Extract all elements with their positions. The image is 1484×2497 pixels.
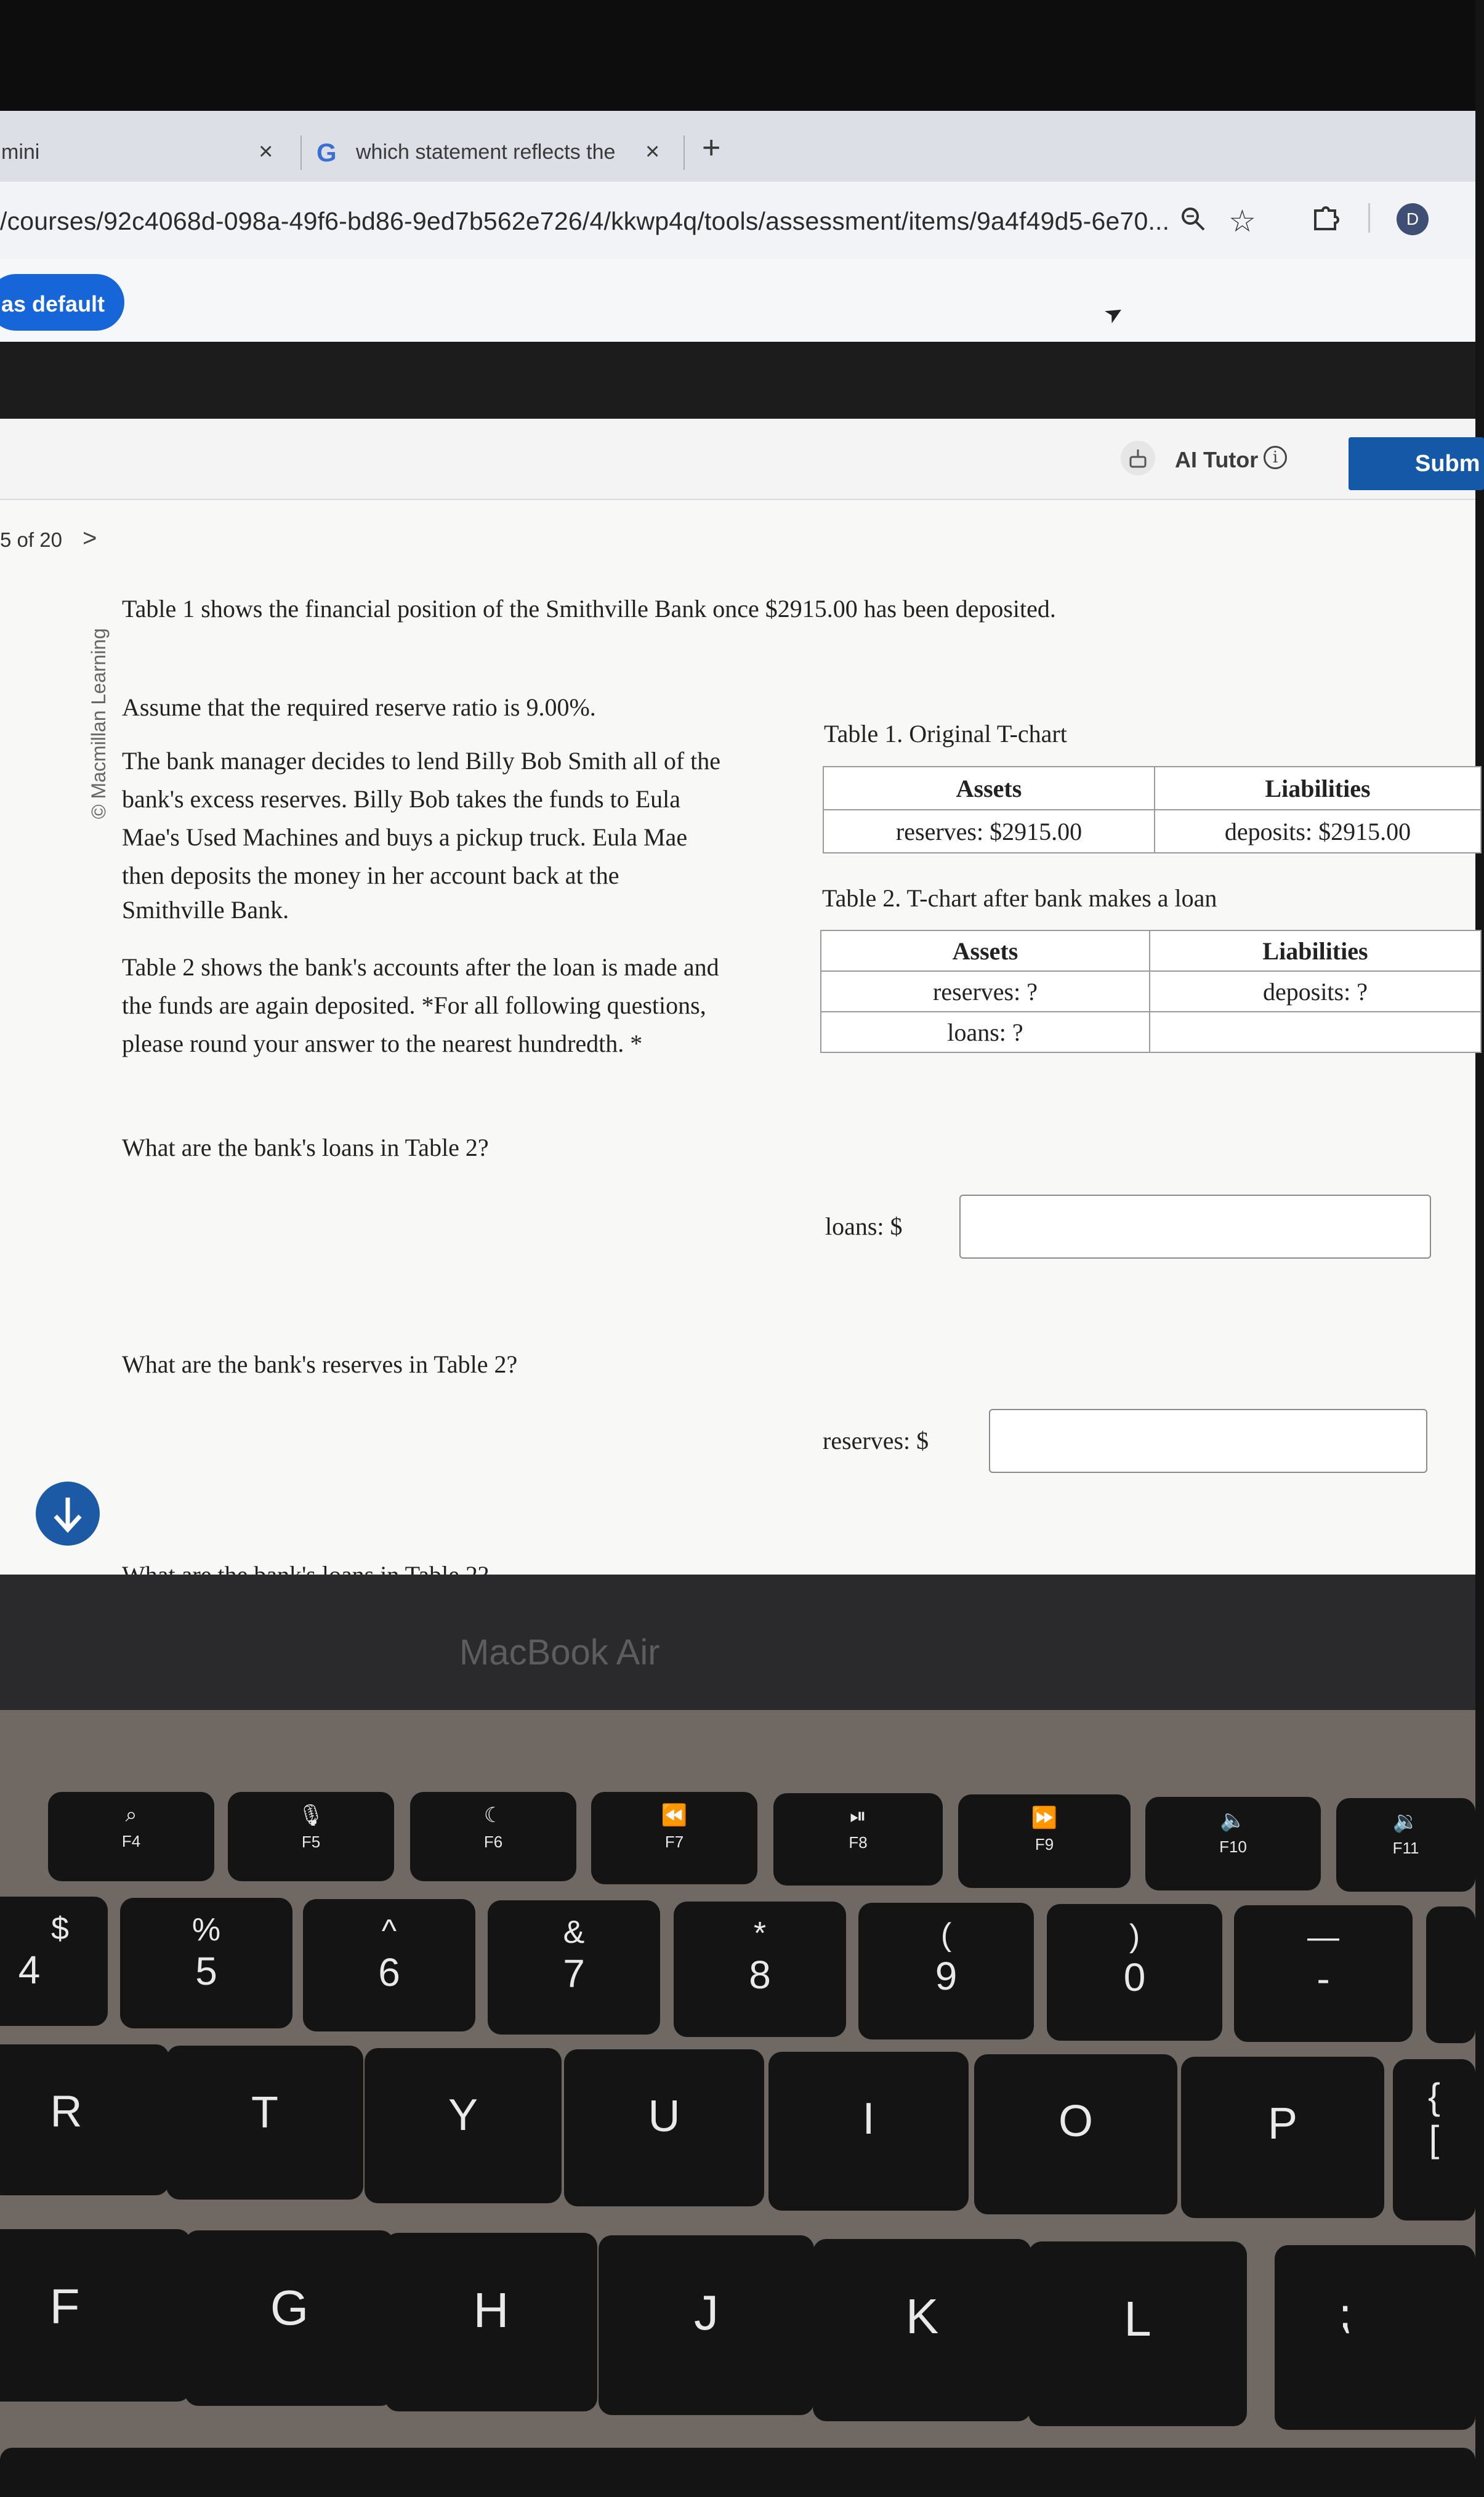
- key-shift-symbol: —: [1307, 1919, 1339, 1955]
- key-digit: 6: [378, 1950, 400, 1995]
- profile-avatar[interactable]: D: [1397, 203, 1429, 235]
- key-letter: P: [1267, 2099, 1298, 2148]
- key-r[interactable]: [0, 2044, 169, 2195]
- key-letter: T: [251, 2088, 278, 2137]
- key-label: F10: [1219, 1837, 1247, 1856]
- key-j[interactable]: [599, 2235, 814, 2415]
- key-letter: H: [473, 2283, 509, 2338]
- key-letter: L: [1124, 2291, 1151, 2346]
- volume-mute-icon: 🔈: [1220, 1809, 1246, 1832]
- key-u[interactable]: [564, 2049, 764, 2206]
- info-bar: [0, 259, 1475, 342]
- google-g-icon: G: [317, 138, 337, 167]
- key-f9[interactable]: [958, 1794, 1131, 1888]
- info-icon[interactable]: i: [1264, 446, 1287, 469]
- key-digit: 7: [563, 1951, 585, 1996]
- key-6[interactable]: [303, 1899, 475, 2031]
- extensions-icon[interactable]: [1310, 202, 1341, 233]
- key-letter: J: [694, 2285, 719, 2340]
- key-f7[interactable]: [591, 1792, 757, 1884]
- zoom-icon[interactable]: [1179, 205, 1206, 232]
- question-loans-next-clip: [122, 1563, 489, 1575]
- play-pause-icon: ⏯: [849, 1804, 867, 1828]
- key-shift-symbol: {: [1427, 2076, 1441, 2117]
- key-p[interactable]: [1181, 2057, 1384, 2218]
- macbook-brand-label: MacBook Air: [459, 1632, 660, 1672]
- key-y[interactable]: [365, 2048, 562, 2203]
- key-semicolon[interactable]: [1275, 2245, 1475, 2430]
- key-shift-symbol: (: [940, 1917, 952, 1953]
- tab-strip: [0, 111, 1475, 182]
- story-line: The bank manager decides to lend Billy Bob Smith all of the: [122, 747, 721, 775]
- reserves-input-label: reserves: $: [823, 1427, 929, 1454]
- bookmark-star-icon[interactable]: ☆: [1228, 204, 1256, 238]
- question-progress: 5 of 20: [0, 528, 62, 551]
- tab-close-icon[interactable]: ×: [259, 138, 273, 165]
- reserve-ratio-text: Assume that the required reserve ratio is 9.00%.: [122, 693, 596, 721]
- key-9[interactable]: [858, 1903, 1034, 2039]
- mouse-cursor-icon: ➤: [1099, 297, 1129, 329]
- key-f5[interactable]: [228, 1792, 394, 1881]
- key-f10[interactable]: [1145, 1797, 1321, 1890]
- url-text[interactable]: /courses/92c4068d-098a-49f6-bd86-9ed7b562e726/4/kkwp4q/tools/assessment/items/9a4f49d5-6e70...: [0, 207, 1170, 235]
- loans-input[interactable]: [959, 1195, 1431, 1259]
- key-label: F6: [483, 1833, 503, 1851]
- table1-tchart: [823, 766, 1482, 853]
- key-shift-symbol: %: [192, 1912, 221, 1948]
- robot-hand-icon: [1121, 441, 1155, 475]
- key-digit: 4: [18, 1948, 41, 1992]
- laptop-bottom-bezel: [0, 1575, 1475, 1710]
- key-letter: R: [50, 2087, 83, 2136]
- key-label: F11: [1392, 1839, 1419, 1857]
- story-line: then deposits the money in her account back at the: [122, 861, 619, 889]
- key-digit: 8: [749, 1953, 771, 1997]
- key-f6[interactable]: [410, 1792, 576, 1881]
- set-as-default-button[interactable]: as default: [0, 274, 124, 331]
- table2-line: Table 2 shows the bank's accounts after the loan is made and: [122, 953, 719, 981]
- key-g[interactable]: [185, 2230, 394, 2406]
- story-line: bank's excess reserves. Billy Bob takes the funds to Eula: [122, 785, 681, 813]
- key-f4[interactable]: [48, 1792, 214, 1881]
- key-letter: O: [1058, 2097, 1093, 2146]
- reserves-input[interactable]: [989, 1409, 1427, 1473]
- key-digit: 9: [935, 1954, 958, 1998]
- rewind-icon: ⏪: [661, 1804, 688, 1827]
- key-f11[interactable]: [1336, 1798, 1475, 1892]
- tab-label: which statement reflects the: [356, 140, 616, 164]
- key-l[interactable]: [1028, 2241, 1247, 2426]
- key-label: F5: [301, 1833, 321, 1851]
- table2-loans-cell: loans: ?: [821, 1012, 1150, 1052]
- table2-reserves-cell: reserves: ?: [821, 971, 1150, 1012]
- key-shift-symbol: ): [1129, 1918, 1140, 1954]
- key-shift-symbol: *: [753, 1916, 767, 1951]
- table1-header-assets: Assets: [823, 767, 1155, 810]
- key-5[interactable]: [120, 1898, 292, 2028]
- key-shift-symbol: &: [563, 1914, 585, 1950]
- table2-tchart: [820, 930, 1482, 1053]
- table2-empty-cell: [1150, 1012, 1481, 1052]
- key-symbol: [: [1429, 2118, 1440, 2160]
- key-letter: I: [862, 2094, 875, 2144]
- ai-tutor-label: AI Tutor: [1175, 447, 1259, 472]
- key-bottom-row[interactable]: [0, 2448, 1475, 2497]
- key-minus[interactable]: [1234, 1905, 1413, 2042]
- story-paragraph: [122, 742, 799, 929]
- screen-bezel: [0, 0, 1475, 111]
- key-letter: G: [270, 2280, 309, 2335]
- key-equals[interactable]: [1426, 1906, 1475, 2043]
- tab-search[interactable]: [308, 133, 677, 176]
- key-digit: 0: [1123, 1955, 1146, 1999]
- question-loans: What are the bank's loans in Table 2?: [122, 1134, 489, 1161]
- table2-line: the funds are again deposited. *For all following questions,: [122, 991, 706, 1019]
- fast-forward-icon: ⏩: [1031, 1806, 1058, 1829]
- key-shift-symbol: ^: [381, 1913, 397, 1949]
- toolbar-divider: [1368, 203, 1370, 233]
- key-label: F8: [849, 1833, 868, 1852]
- key-shift-symbol: $: [51, 1911, 69, 1946]
- tab-mini[interactable]: [0, 133, 289, 176]
- table2-header-assets: Assets: [821, 930, 1150, 971]
- tab-label: mini: [1, 140, 40, 164]
- key-o[interactable]: [974, 2054, 1177, 2214]
- table2-line: please round your answer to the nearest hundredth. *: [122, 1030, 643, 1057]
- loans-input-label: loans: $: [825, 1212, 903, 1240]
- key-7[interactable]: [488, 1900, 660, 2035]
- key-f8[interactable]: [773, 1793, 943, 1886]
- key-letter: K: [905, 2289, 939, 2344]
- key-4[interactable]: [0, 1897, 108, 2026]
- page-top-band: [0, 342, 1475, 419]
- table2-deposits-cell: deposits: ?: [1150, 971, 1481, 1012]
- key-letter: Y: [448, 2091, 478, 2140]
- key-digit: 5: [195, 1949, 217, 1993]
- volume-down-icon: 🔉: [1392, 1810, 1419, 1833]
- new-tab-button[interactable]: +: [702, 130, 721, 166]
- next-question-chevron-icon[interactable]: >: [83, 525, 97, 552]
- semicolon-glyph: ⁏: [1337, 2289, 1352, 2338]
- table1-reserves-cell: reserves: $2915.00: [823, 810, 1155, 853]
- table1-deposits-cell: deposits: $2915.00: [1155, 810, 1481, 853]
- table2-caption: Table 2. T-chart after bank makes a loan: [822, 884, 1217, 912]
- story-line: Mae's Used Machines and buys a pickup truck. Eula Mae: [122, 823, 688, 851]
- key-t[interactable]: [166, 2046, 363, 2200]
- search-icon: ⌕: [125, 1803, 137, 1826]
- arrow-down-icon: [36, 1482, 100, 1546]
- moon-icon: ☾: [483, 1804, 503, 1827]
- key-8[interactable]: [674, 1902, 846, 2037]
- watermark-macmillan: © Macmillan Learning: [87, 628, 110, 819]
- story-line: Smithville Bank.: [122, 896, 289, 924]
- key-k[interactable]: [813, 2239, 1031, 2421]
- table1-caption: Table 1. Original T-chart: [824, 720, 1067, 748]
- key-letter: U: [648, 2092, 680, 2141]
- key-h[interactable]: [385, 2233, 597, 2411]
- scroll-down-button[interactable]: [36, 1482, 100, 1546]
- key-bracket-left[interactable]: [1393, 2059, 1475, 2221]
- question-reserves: What are the bank's reserves in Table 2?: [122, 1350, 518, 1378]
- microphone-icon: 🎙: [297, 1804, 325, 1827]
- ai-tutor-button[interactable]: [1116, 438, 1301, 482]
- key-0[interactable]: [1047, 1904, 1222, 2041]
- tab-divider: [684, 135, 685, 170]
- key-digit: -: [1317, 1956, 1330, 2001]
- submit-button[interactable]: Subm: [1349, 437, 1484, 490]
- key-label: F4: [121, 1832, 141, 1850]
- key-f[interactable]: [0, 2229, 191, 2402]
- table2-header-liabilities: Liabilities: [1150, 930, 1481, 971]
- key-letter: F: [49, 2279, 80, 2334]
- question-intro: Table 1 shows the financial position of the Smithville Bank once $2915.00 has been deposited.: [122, 595, 1056, 623]
- key-label: F7: [664, 1833, 684, 1851]
- tab-divider: [300, 135, 302, 170]
- tab-close-icon[interactable]: ×: [645, 138, 660, 165]
- key-label: F9: [1034, 1835, 1054, 1854]
- key-i[interactable]: [768, 2052, 969, 2211]
- table2-paragraph: [122, 948, 799, 1063]
- table1-header-liabilities: Liabilities: [1155, 767, 1481, 810]
